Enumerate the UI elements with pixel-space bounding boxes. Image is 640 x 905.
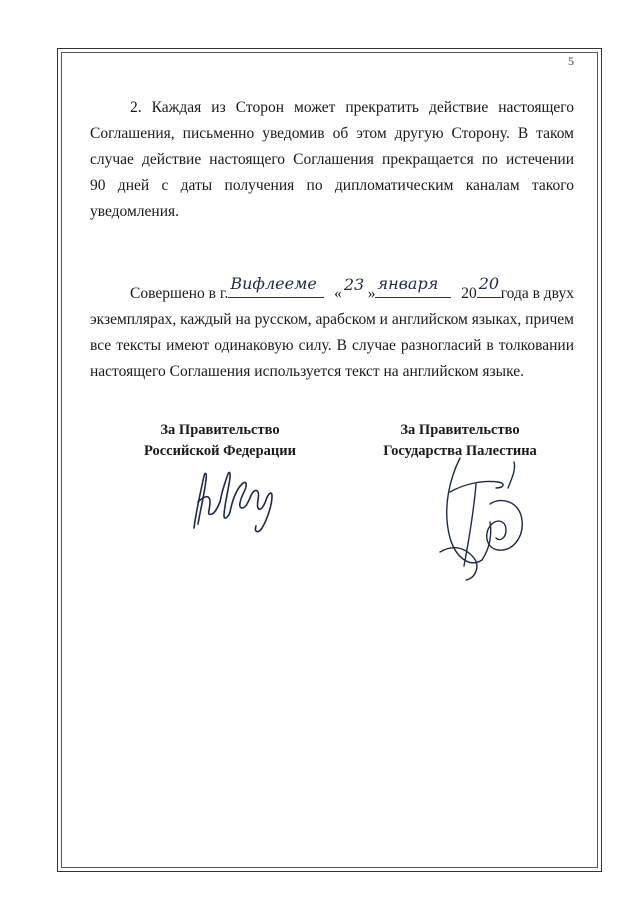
paragraph-line: 2. Каждая из Сторон может прекратить действие настоящего	[130, 99, 574, 116]
handwritten-day: 23	[343, 275, 365, 294]
paragraph-line: случае действие настоящего Соглашения прекращается по истечении	[90, 151, 574, 168]
paragraph-line: 90 дней с даты получения по дипломатическим каналам такого	[90, 177, 574, 194]
paragraph-line: Соглашения, письменно уведомив об этом другую Сторону. В таком	[90, 125, 574, 142]
handwritten-year: 20	[478, 274, 500, 293]
signature-block-russia	[120, 420, 320, 462]
signature-heading-line2: Российской Федерации	[143, 443, 296, 459]
paragraph-line: настоящего Соглашения используется текст на английском языке.	[90, 363, 524, 380]
concluded-first-line	[90, 274, 574, 307]
month-blank	[375, 274, 451, 298]
concluded-suffix: года в двух	[500, 285, 574, 302]
quote-open: «	[334, 285, 342, 302]
paragraph-line: экземплярах, каждый на русском, арабском и английском языках, причем	[90, 311, 574, 328]
city-blank	[228, 274, 324, 298]
concluded-prefix: Совершено в г.	[130, 285, 229, 302]
termination-paragraph	[90, 95, 574, 225]
page-number: 5	[568, 54, 574, 68]
signature-heading-line2: Государства Палестина	[383, 443, 537, 459]
paragraph-line: все тексты имеют одинаковую силу. В случае разногласий в толковании	[90, 337, 574, 354]
handwritten-month: января	[377, 274, 439, 293]
day-blank	[342, 275, 368, 298]
handwritten-city: Вифлееме	[230, 274, 317, 293]
signature-russia-image	[176, 462, 286, 542]
year-blank	[477, 274, 501, 298]
signature-heading-line1: За Правительство	[160, 422, 280, 438]
quote-close: »	[367, 285, 376, 302]
paragraph-line: уведомления.	[90, 203, 180, 220]
signature-heading-line1: За Правительство	[400, 422, 520, 438]
concluded-paragraph	[90, 274, 574, 385]
signature-palestine-image	[420, 448, 540, 588]
year-prefix: 20	[461, 285, 477, 302]
